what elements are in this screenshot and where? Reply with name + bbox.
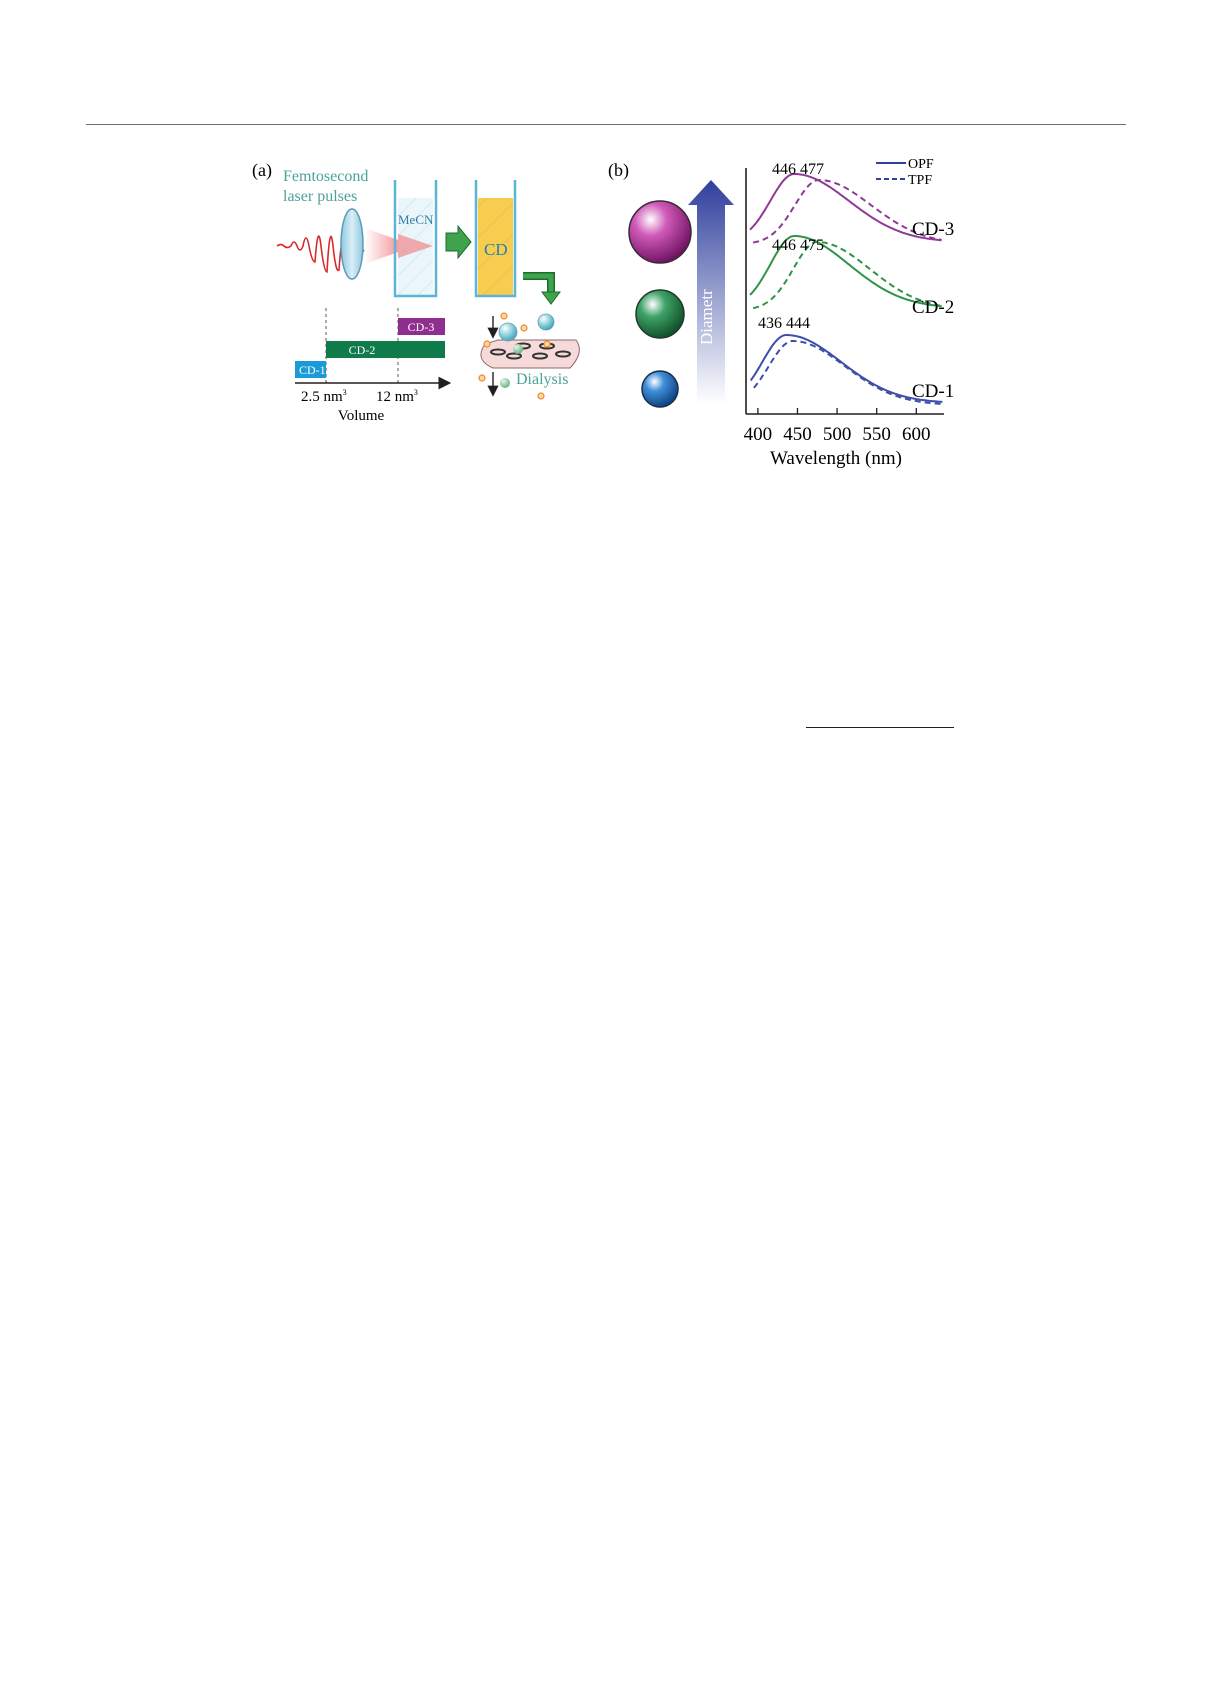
x-tick-label: 500	[822, 424, 852, 445]
cuvette-label: MeCN	[398, 212, 434, 227]
diameter-label: Diametr	[697, 289, 716, 345]
peak-label-cd-3: 446 477	[772, 161, 824, 178]
x-tick-label: 550	[862, 424, 891, 445]
sphere-cd-3	[629, 201, 691, 263]
axis-tick-1: 2.5 $nm^3$	[301, 388, 347, 405]
series-label-cd-2: CD-2	[912, 297, 955, 318]
dialysis-label: Dialysis	[516, 371, 569, 388]
panel-b-label: (b)	[608, 160, 629, 180]
sphere-cd-2	[636, 290, 684, 338]
bar-cd-3-label: CD-3	[407, 320, 435, 334]
peak-label-cd-1: 436 444	[758, 315, 810, 332]
x-tick-label: 400	[743, 424, 773, 445]
product-label: CD	[484, 240, 508, 259]
bar-cd-2-label: CD-2	[348, 343, 376, 357]
focusing-lens	[341, 209, 363, 279]
bar-cd-2	[326, 341, 445, 358]
laser-title-line1: Femtosecond	[283, 168, 369, 185]
legend-label-opf: OPF	[908, 157, 934, 172]
cd-cuvette	[476, 180, 515, 296]
series-label-cd-3: CD-3	[912, 219, 955, 240]
mecn-cuvette	[395, 180, 436, 296]
axis-tick-2: 12 $nm^3$	[376, 388, 418, 405]
x-axis-title: Wavelength (nm)	[770, 448, 902, 469]
dialysis-membrane	[481, 340, 579, 368]
emission-spectra-chart	[744, 157, 955, 469]
sphere-cd-1	[642, 371, 678, 407]
x-tick-label: 450	[783, 424, 812, 445]
bent-arrow-icon	[523, 276, 551, 292]
peak-label-cd-2: 446 475	[772, 237, 824, 254]
x-tick-label: 600	[902, 424, 931, 445]
volume-axis-title: Volume	[337, 408, 385, 424]
bar-cd-1-label: CD-1	[299, 363, 326, 377]
panel-a-label: (a)	[252, 160, 272, 180]
transfer-arrow-icon	[446, 226, 471, 258]
legend-label-tpf: TPF	[908, 173, 933, 188]
series-label-cd-1: CD-1	[912, 381, 955, 402]
laser-title-line2: laser pulses	[283, 188, 358, 205]
bent-arrow-head	[542, 292, 560, 304]
